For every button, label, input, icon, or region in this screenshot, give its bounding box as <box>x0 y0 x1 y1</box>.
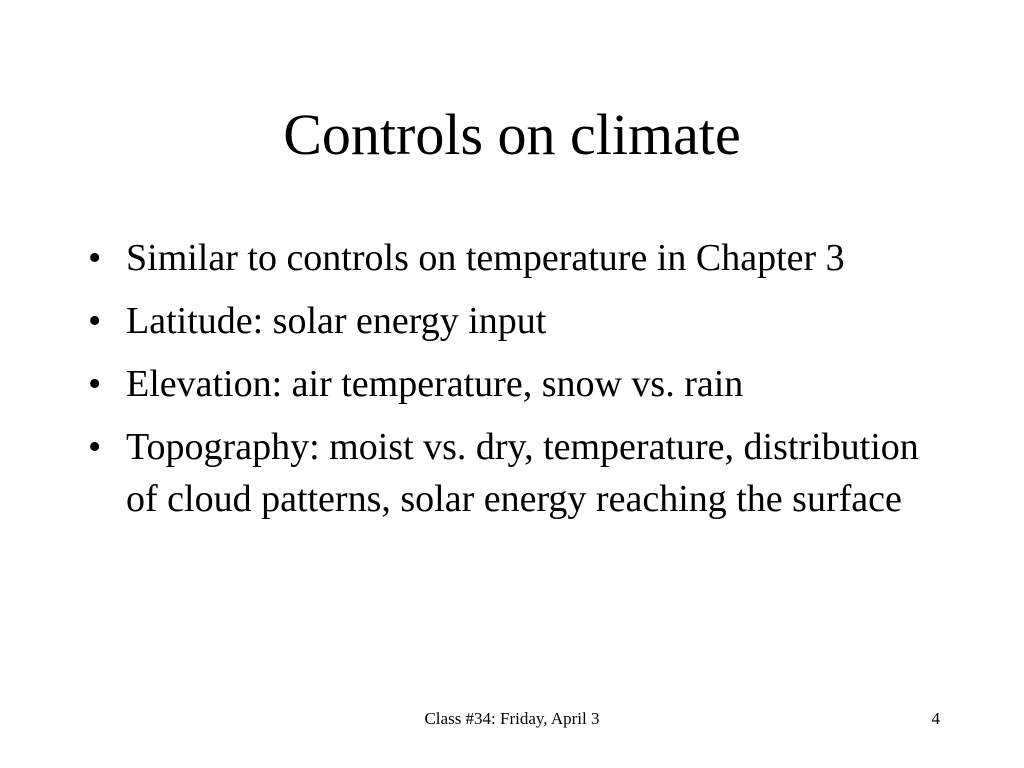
bullet-marker: • <box>88 426 102 468</box>
bullet-item-similar <box>86 232 946 284</box>
bullet-text: Elevation: air temperature, snow vs. rain <box>126 363 744 405</box>
bullet-list <box>86 232 946 536</box>
bullet-text: Topography: moist vs. dry, temperature, distribution of cloud patterns, solar energy reaching the surface <box>126 426 919 520</box>
bullet-text: Latitude: solar energy input <box>126 300 547 342</box>
slide-title: Controls on climate <box>283 102 741 167</box>
bullet-item-elevation <box>86 358 946 410</box>
bullet-marker: • <box>88 237 102 279</box>
bullet-text: Similar to controls on temperature in Chapter 3 <box>126 237 845 279</box>
bullet-item-topography <box>86 421 946 525</box>
bullet-marker: • <box>88 300 102 342</box>
slide-page-number: 4 <box>931 709 940 728</box>
bullet-item-latitude <box>86 295 946 347</box>
slide-footer: Class #34: Friday, April 3 <box>424 709 600 728</box>
bullet-marker: • <box>88 363 102 405</box>
